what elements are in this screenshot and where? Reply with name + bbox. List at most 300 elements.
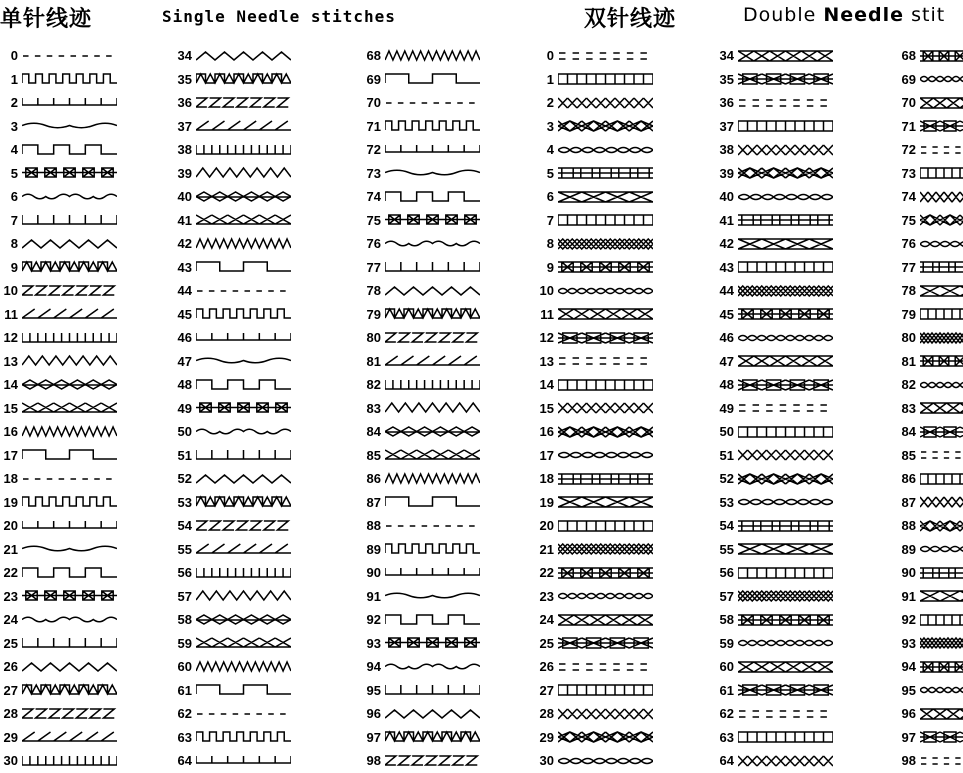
stitch-path — [196, 168, 291, 177]
single-stitch-pattern-icon — [385, 634, 480, 652]
stitch-number: 47 — [177, 353, 192, 369]
single-stitch-row — [0, 726, 117, 750]
single-stitch-row — [166, 115, 291, 139]
single-stitch-row — [0, 350, 117, 374]
double-stitch-pattern-icon — [920, 282, 963, 300]
single-stitch-row — [0, 749, 117, 773]
stitch-number: 0 — [546, 48, 554, 64]
stitch-path — [920, 638, 963, 648]
stitch-number: 98 — [366, 753, 381, 769]
stitch-path — [385, 756, 477, 765]
stitch-number: 69 — [901, 71, 916, 87]
stitch-number: 35 — [719, 71, 734, 87]
stitch-number: 7 — [10, 212, 18, 228]
stitch-number: 18 — [3, 471, 18, 487]
stitch-path — [385, 262, 480, 271]
double-stitch-pattern-icon — [738, 728, 833, 746]
double-stitch-row — [890, 444, 963, 468]
stitch-path — [738, 215, 833, 225]
stitch-path — [196, 121, 291, 130]
stitch-number: 28 — [3, 706, 18, 722]
stitch-path — [920, 241, 963, 246]
single-stitch-pattern-icon — [22, 70, 117, 88]
single-stitch-pattern-icon — [385, 564, 480, 582]
stitch-path — [196, 521, 288, 530]
single-stitch-row — [166, 679, 291, 703]
double-stitch-pattern-icon — [558, 728, 653, 746]
stitch-number: 19 — [3, 494, 18, 510]
stitch-path — [196, 591, 291, 600]
single-stitch-pattern-icon — [385, 117, 480, 135]
single-stitch-row — [166, 185, 291, 209]
double-stitch-row — [528, 68, 653, 92]
double-stitch-row — [890, 726, 963, 750]
stitch-number: 91 — [901, 588, 916, 604]
stitch-path — [920, 427, 963, 437]
double-stitch-pattern-icon — [738, 94, 833, 112]
stitch-path — [738, 121, 833, 131]
double-stitch-pattern-icon — [738, 164, 833, 182]
single-stitch-row — [0, 561, 117, 585]
stitch-number: 11 — [540, 306, 554, 322]
stitch-number: 95 — [901, 682, 916, 698]
double-stitch-row — [528, 585, 653, 609]
stitch-path — [920, 168, 963, 178]
double-stitch-pattern-icon — [558, 517, 653, 535]
title-single-cn: 单针线迹 — [0, 7, 93, 32]
double-stitch-row — [890, 679, 963, 703]
single-stitch-row — [166, 608, 291, 632]
stitch-number: 75 — [366, 212, 381, 228]
double-stitch-row — [528, 444, 653, 468]
single-stitch-pattern-icon — [385, 164, 480, 182]
stitch-path — [738, 356, 833, 366]
double-stitch-pattern-icon — [738, 564, 833, 582]
stitch-number: 2 — [546, 95, 554, 111]
stitch-path — [385, 403, 480, 412]
single-stitch-row — [166, 350, 291, 374]
stitch-number: 73 — [366, 165, 381, 181]
single-stitch-pattern-icon — [196, 70, 291, 88]
single-stitch-pattern-icon — [196, 611, 291, 629]
double-stitch-row — [890, 185, 963, 209]
stitch-number: 60 — [719, 659, 734, 675]
double-stitch-row — [708, 185, 833, 209]
double-stitch-pattern-icon — [738, 681, 833, 699]
stitch-path — [920, 77, 963, 82]
stitch-number: 27 — [3, 682, 18, 698]
double-stitch-row — [890, 303, 963, 327]
single-stitch-pattern-icon — [22, 423, 117, 441]
stitch-path — [196, 359, 291, 364]
stitch-path — [920, 98, 963, 108]
stitch-path — [921, 147, 963, 153]
single-stitch-row — [0, 373, 117, 397]
stitch-number: 30 — [3, 753, 18, 769]
stitch-path — [558, 685, 653, 695]
stitch-path — [558, 74, 653, 84]
stitch-number: 23 — [3, 588, 18, 604]
single-stitch-row — [355, 209, 480, 233]
stitch-number: 29 — [3, 729, 18, 745]
stitch-path — [559, 358, 647, 364]
double-stitch-pattern-icon — [558, 564, 653, 582]
single-stitch-row — [355, 632, 480, 656]
stitch-path — [385, 333, 477, 342]
stitch-number: 84 — [901, 424, 916, 440]
single-stitch-pattern-icon — [22, 564, 117, 582]
single-stitch-row — [166, 397, 291, 421]
double-stitch-pattern-icon — [920, 517, 963, 535]
stitch-number: 82 — [901, 377, 916, 393]
single-stitch-row — [0, 655, 117, 679]
single-stitch-pattern-icon — [22, 94, 117, 112]
stitch-path — [22, 568, 117, 577]
stitch-path — [920, 403, 963, 413]
single-stitch-pattern-icon — [22, 658, 117, 676]
single-stitch-pattern-icon — [22, 752, 117, 770]
single-stitch-pattern-icon — [385, 211, 480, 229]
stitch-number: 50 — [177, 424, 192, 440]
stitch-path — [385, 192, 480, 201]
double-stitch-pattern-icon — [920, 352, 963, 370]
stitch-number: 54 — [177, 518, 192, 534]
double-stitch-row — [528, 279, 653, 303]
stitch-number: 72 — [366, 142, 381, 158]
stitch-number: 13 — [3, 353, 18, 369]
stitch-path — [738, 168, 833, 178]
stitch-path — [196, 52, 291, 60]
double-stitch-row — [528, 350, 653, 374]
title-double-en-c: stit — [904, 4, 946, 26]
double-stitch-row — [890, 467, 963, 491]
single-stitch-pattern-icon — [22, 211, 117, 229]
double-stitch-row — [890, 514, 963, 538]
single-stitch-row — [355, 185, 480, 209]
double-stitch-row — [708, 702, 833, 726]
single-stitch-row — [166, 326, 291, 350]
double-stitch-pattern-icon — [558, 352, 653, 370]
stitch-number: 19 — [539, 494, 554, 510]
single-stitch-row — [0, 115, 117, 139]
single-stitch-pattern-icon — [22, 352, 117, 370]
double-stitch-pattern-icon — [920, 399, 963, 417]
stitch-path — [739, 405, 827, 411]
single-stitch-pattern-icon — [196, 587, 291, 605]
stitch-number: 42 — [719, 236, 734, 252]
double-stitch-pattern-icon — [558, 493, 653, 511]
single-stitch-pattern-icon — [385, 517, 480, 535]
single-stitch-row — [166, 444, 291, 468]
stitch-number: 79 — [366, 306, 381, 322]
single-stitch-row — [166, 373, 291, 397]
stitch-path — [921, 452, 963, 458]
double-stitch-pattern-icon — [738, 587, 833, 605]
stitch-number: 6 — [546, 189, 554, 205]
stitch-number: 57 — [177, 588, 192, 604]
stitch-path — [385, 51, 480, 60]
double-stitch-row — [890, 702, 963, 726]
single-stitch-row — [355, 397, 480, 421]
stitch-path — [558, 638, 653, 648]
stitch-path — [385, 732, 480, 741]
stitch-number: 79 — [901, 306, 916, 322]
stitch-path — [22, 403, 117, 412]
stitch-path — [558, 98, 653, 108]
title-double-cn: 双针线迹 — [584, 7, 677, 32]
double-stitch-row — [708, 749, 833, 773]
stitch-path — [920, 121, 963, 131]
stitch-number: 44 — [177, 283, 192, 299]
stitch-path — [558, 497, 653, 507]
double-stitch-pattern-icon — [920, 141, 963, 159]
single-stitch-pattern-icon — [385, 329, 480, 347]
stitch-number: 3 — [546, 118, 554, 134]
stitch-path — [196, 638, 291, 647]
single-stitch-pattern-icon — [385, 540, 480, 558]
stitch-number: 48 — [719, 377, 734, 393]
stitch-number: 41 — [719, 212, 734, 228]
stitch-number: 68 — [901, 48, 916, 64]
stitch-path — [22, 756, 117, 765]
stitch-number: 0 — [10, 48, 18, 64]
single-stitch-row — [166, 232, 291, 256]
stitch-path — [920, 51, 963, 61]
single-stitch-pattern-icon — [196, 681, 291, 699]
double-stitch-row — [708, 491, 833, 515]
stitch-number: 20 — [539, 518, 554, 534]
stitch-number: 24 — [539, 612, 554, 628]
stitch-number: 74 — [901, 189, 916, 205]
stitch-number: 47 — [719, 353, 734, 369]
double-stitch-pattern-icon — [738, 446, 833, 464]
stitch-number: 4 — [546, 142, 554, 158]
stitch-number: 17 — [539, 447, 554, 463]
single-stitch-pattern-icon — [196, 47, 291, 65]
stitch-path — [22, 380, 117, 389]
single-stitch-row — [355, 608, 480, 632]
stitch-path — [196, 450, 291, 459]
stitch-number: 61 — [177, 682, 192, 698]
double-stitch-pattern-icon — [920, 752, 963, 770]
stitch-number: 87 — [366, 494, 381, 510]
single-stitch-row — [166, 256, 291, 280]
single-stitch-row — [355, 585, 480, 609]
stitch-path — [22, 591, 117, 600]
stitch-path — [22, 194, 117, 199]
double-stitch-row — [528, 538, 653, 562]
double-stitch-row — [890, 232, 963, 256]
double-stitch-pattern-icon — [738, 282, 833, 300]
double-stitch-row — [528, 326, 653, 350]
double-stitch-pattern-icon — [738, 47, 833, 65]
single-stitch-row — [166, 138, 291, 162]
stitch-path — [196, 403, 291, 412]
single-stitch-pattern-icon — [196, 470, 291, 488]
stitch-number: 55 — [177, 541, 192, 557]
stitch-number: 45 — [177, 306, 192, 322]
stitch-number: 15 — [539, 400, 554, 416]
single-stitch-pattern-icon — [196, 752, 291, 770]
stitch-number: 23 — [539, 588, 554, 604]
single-stitch-pattern-icon — [385, 352, 480, 370]
single-stitch-pattern-icon — [196, 423, 291, 441]
double-stitch-pattern-icon — [920, 258, 963, 276]
stitch-number: 52 — [177, 471, 192, 487]
stitch-number: 11 — [4, 306, 18, 322]
double-stitch-row — [708, 256, 833, 280]
single-stitch-pattern-icon — [22, 282, 117, 300]
single-stitch-row — [0, 444, 117, 468]
single-stitch-row — [0, 538, 117, 562]
double-stitch-pattern-icon — [558, 658, 653, 676]
single-stitch-pattern-icon — [385, 282, 480, 300]
double-stitch-pattern-icon — [920, 611, 963, 629]
double-stitch-row — [528, 303, 653, 327]
stitch-path — [738, 521, 833, 531]
stitch-path — [738, 262, 833, 272]
double-stitch-row — [528, 373, 653, 397]
single-stitch-row — [166, 632, 291, 656]
single-stitch-row — [355, 326, 480, 350]
single-stitch-row — [0, 209, 117, 233]
double-stitch-pattern-icon — [738, 634, 833, 652]
single-stitch-pattern-icon — [22, 329, 117, 347]
double-stitch-pattern-icon — [738, 305, 833, 323]
stitch-number: 16 — [3, 424, 18, 440]
double-stitch-row — [528, 632, 653, 656]
single-stitch-row — [0, 632, 117, 656]
double-stitch-row — [890, 350, 963, 374]
double-stitch-row — [528, 679, 653, 703]
stitch-path — [196, 615, 291, 624]
stitch-path — [920, 474, 963, 484]
stitch-number: 36 — [719, 95, 734, 111]
stitch-path — [920, 382, 963, 387]
stitch-number: 26 — [3, 659, 18, 675]
single-stitch-row — [355, 491, 480, 515]
single-stitch-pattern-icon — [196, 94, 291, 112]
single-stitch-row — [355, 749, 480, 773]
stitch-path — [920, 215, 963, 225]
stitch-number: 84 — [366, 424, 381, 440]
stitch-number: 20 — [3, 518, 18, 534]
stitch-number: 62 — [177, 706, 192, 722]
single-stitch-row — [166, 279, 291, 303]
stitch-path — [196, 309, 291, 318]
single-stitch-row — [355, 256, 480, 280]
stitch-path — [738, 756, 833, 766]
stitch-number: 90 — [366, 565, 381, 581]
single-stitch-row — [0, 44, 117, 68]
stitch-number: 63 — [719, 729, 734, 745]
stitch-number: 53 — [719, 494, 734, 510]
stitch-number: 56 — [719, 565, 734, 581]
stitch-number: 9 — [10, 259, 18, 275]
single-stitch-row — [0, 91, 117, 115]
single-stitch-pattern-icon — [196, 258, 291, 276]
stitch-number: 50 — [719, 424, 734, 440]
double-stitch-row — [708, 397, 833, 421]
double-stitch-row — [890, 655, 963, 679]
single-stitch-pattern-icon — [196, 658, 291, 676]
double-stitch-row — [890, 162, 963, 186]
single-stitch-row — [355, 702, 480, 726]
stitch-path — [558, 192, 653, 202]
single-stitch-pattern-icon — [22, 164, 117, 182]
stitch-number: 89 — [901, 541, 916, 557]
stitch-path — [558, 615, 653, 625]
stitch-number: 28 — [539, 706, 554, 722]
stitch-number: 15 — [3, 400, 18, 416]
double-stitch-pattern-icon — [558, 164, 653, 182]
stitch-number: 8 — [546, 236, 554, 252]
stitch-path — [738, 309, 833, 319]
single-stitch-row — [355, 232, 480, 256]
stitch-number: 27 — [539, 682, 554, 698]
stitch-path — [738, 662, 833, 672]
single-stitch-row — [166, 585, 291, 609]
double-stitch-pattern-icon — [558, 235, 653, 253]
single-stitch-pattern-icon — [196, 141, 291, 159]
title-double-en-b: Needle — [823, 4, 905, 26]
stitch-path — [558, 709, 653, 719]
single-stitch-pattern-icon — [385, 587, 480, 605]
stitch-number: 94 — [901, 659, 916, 675]
double-stitch-row — [708, 209, 833, 233]
stitch-path — [558, 147, 653, 152]
double-stitch-row — [708, 538, 833, 562]
single-stitch-pattern-icon — [385, 423, 480, 441]
single-stitch-row — [166, 491, 291, 515]
stitch-path — [385, 568, 480, 575]
stitch-path — [920, 662, 963, 672]
double-stitch-pattern-icon — [920, 681, 963, 699]
stitch-number: 70 — [366, 95, 381, 111]
stitch-number: 12 — [3, 330, 18, 346]
stitch-path — [22, 262, 117, 271]
stitch-path — [920, 591, 963, 601]
double-stitch-row — [528, 467, 653, 491]
double-stitch-row — [890, 115, 963, 139]
double-stitch-row — [890, 420, 963, 444]
stitch-number: 21 — [539, 541, 554, 557]
stitch-number: 39 — [177, 165, 192, 181]
double-stitch-row — [890, 561, 963, 585]
single-stitch-pattern-icon — [196, 399, 291, 417]
single-stitch-pattern-icon — [385, 258, 480, 276]
double-stitch-row — [890, 749, 963, 773]
single-stitch-row — [355, 162, 480, 186]
single-stitch-row — [0, 68, 117, 92]
single-stitch-row — [0, 279, 117, 303]
stitch-path — [558, 168, 653, 178]
single-stitch-row — [0, 326, 117, 350]
stitch-number: 14 — [3, 377, 18, 393]
stitch-path — [385, 171, 480, 176]
stitch-number: 62 — [719, 706, 734, 722]
stitch-path — [738, 615, 833, 625]
single-stitch-pattern-icon — [385, 611, 480, 629]
stitch-path — [22, 286, 114, 295]
double-stitch-pattern-icon — [920, 540, 963, 558]
stitch-path — [920, 732, 963, 742]
stitch-path — [738, 427, 833, 437]
single-stitch-row — [166, 420, 291, 444]
single-stitch-pattern-icon — [196, 235, 291, 253]
single-stitch-pattern-icon — [385, 399, 480, 417]
double-stitch-pattern-icon — [558, 282, 653, 300]
